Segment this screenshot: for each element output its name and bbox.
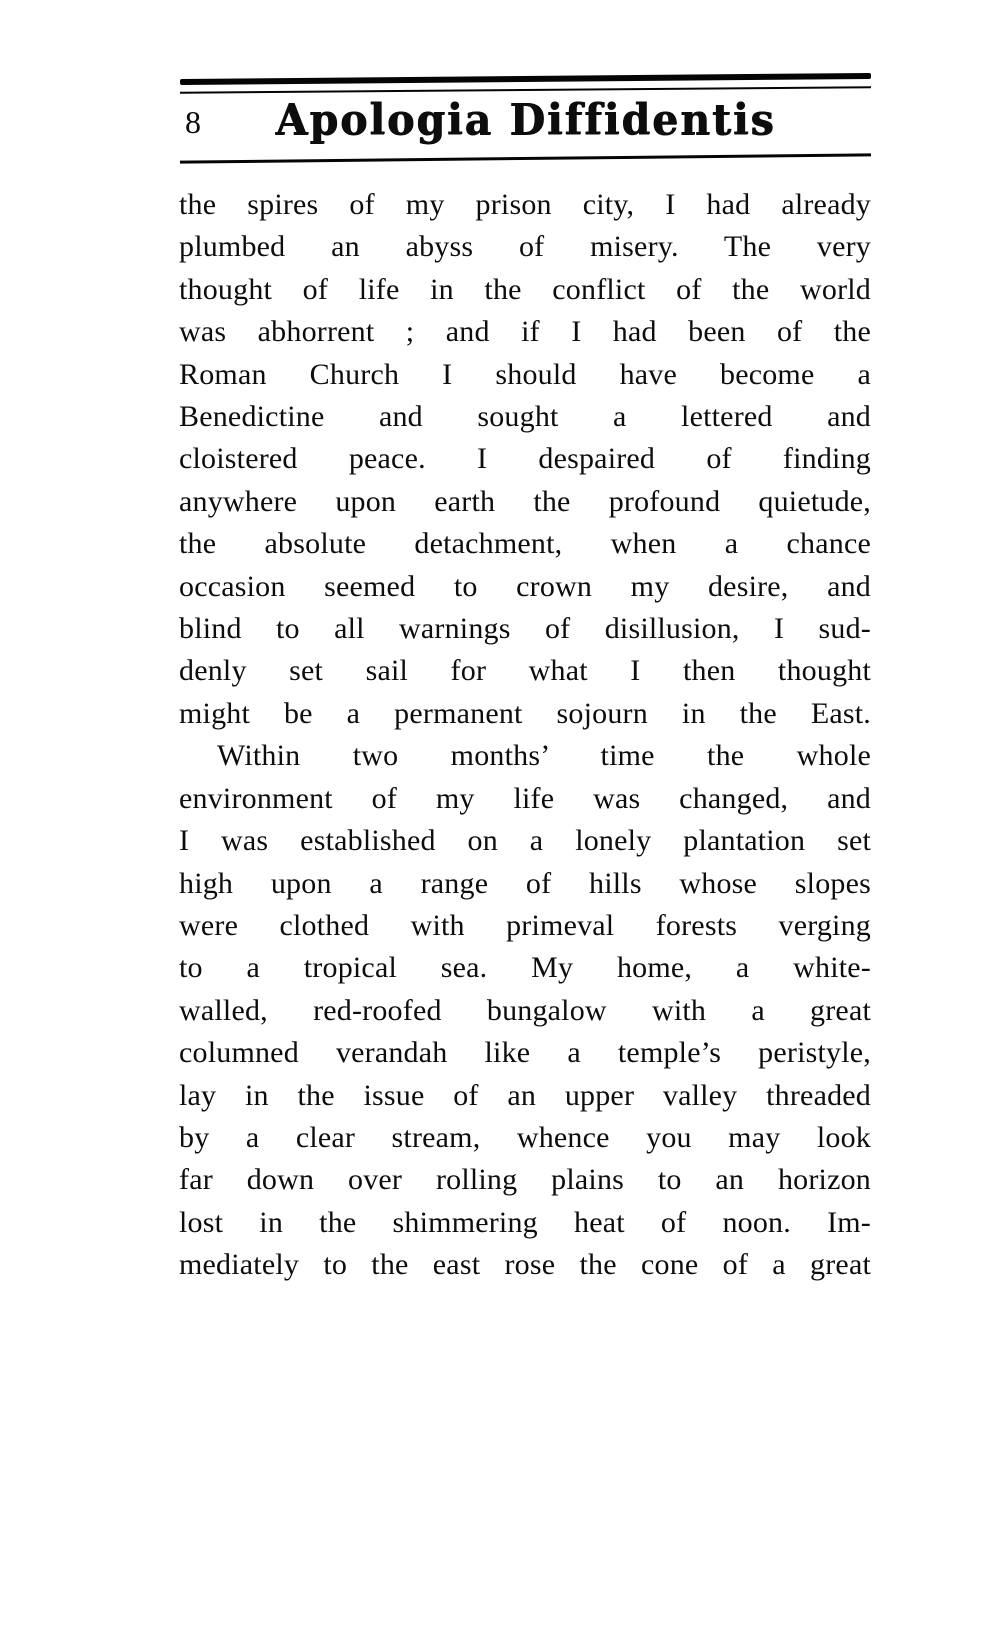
text-line: might be a permanent sojourn in the East.	[179, 696, 871, 730]
text-line: Benedictine and sought a lettered and	[179, 400, 871, 434]
text-line: columned verandah like a temple’s peristyle,	[179, 1036, 871, 1070]
text-line: Within two months’ time the whole	[217, 739, 871, 773]
text-line: to a tropical sea. My home, a white-	[179, 951, 871, 985]
page-number: 8	[185, 104, 201, 140]
text-line: the absolute detachment, when a chance	[179, 527, 871, 561]
text-line: were clothed with primeval forests verging	[179, 908, 871, 942]
text-line: Roman Church I should have become a	[179, 357, 871, 391]
text-line: lay in the issue of an upper valley threaded	[179, 1078, 871, 1112]
paragraph	[179, 184, 871, 735]
header-rule-top-thick	[180, 73, 871, 85]
text-line: by a clear stream, whence you may look	[179, 1120, 871, 1154]
text-line: environment of my life was changed, and	[179, 781, 871, 815]
text-line: high upon a range of hills whose slopes	[179, 866, 871, 900]
page-header	[180, 96, 871, 152]
text-line: cloistered peace. I despaired of finding	[179, 442, 871, 476]
text-line: blind to all warnings of disillusion, I sud-	[179, 612, 871, 646]
text-line: far down over rolling plains to an horizon	[179, 1163, 871, 1197]
text-line: the spires of my prison city, I had already	[179, 188, 871, 221]
text-line: lost in the shimmering heat of noon. Im-	[179, 1205, 871, 1239]
text-line: I was established on a lonely plantation set	[179, 824, 871, 858]
text-line: walled, red-roofed bungalow with a great	[179, 993, 871, 1027]
paragraph	[179, 735, 871, 1286]
text-line: thought of life in the conflict of the world	[179, 272, 871, 306]
text-line: mediately to the east rose the cone of a great	[179, 1248, 871, 1282]
text-line: was abhorrent ; and if I had been of the	[179, 315, 871, 349]
text-line: anywhere upon earth the profound quietude,	[179, 484, 871, 518]
text-line: plumbed an abyss of misery. The very	[179, 230, 871, 264]
text-line: denly set sail for what I then thought	[179, 654, 871, 688]
header-rule-bottom	[180, 153, 871, 163]
header-rule-top-thin	[180, 86, 871, 93]
text-block	[179, 184, 871, 1287]
text-line: occasion seemed to crown my desire, and	[179, 569, 871, 603]
running-head-title: Apologia Diffidentis	[275, 95, 776, 145]
